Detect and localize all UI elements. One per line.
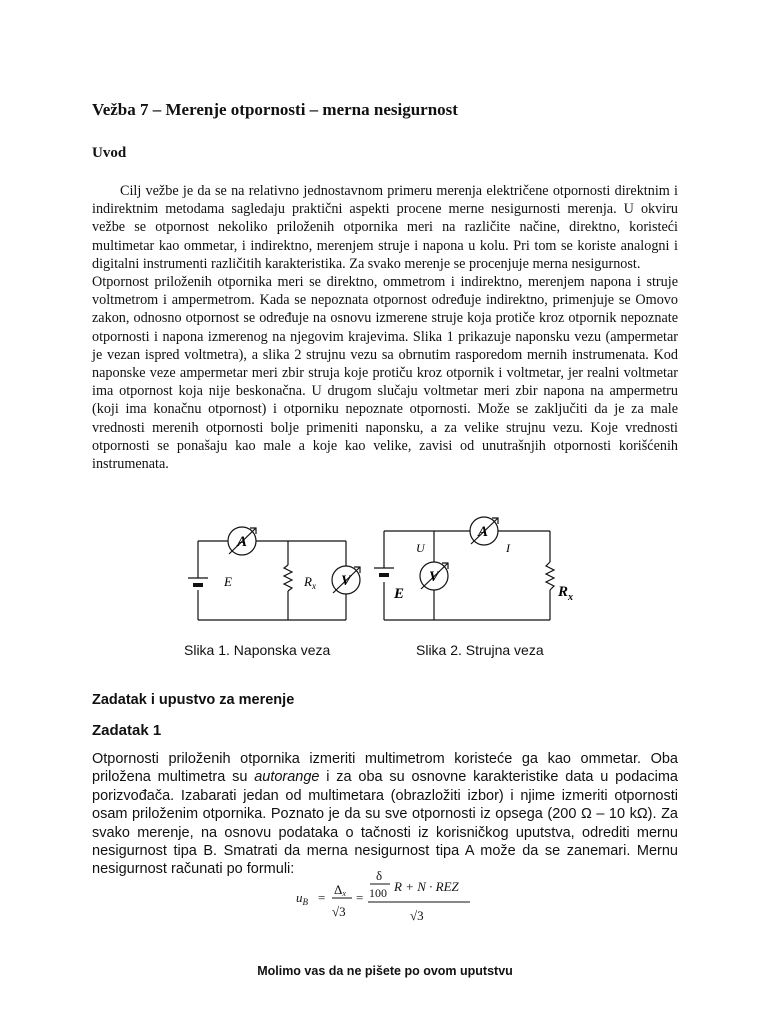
fig2-ammeter-label: A — [478, 524, 489, 540]
fig2-resistor-label: $R_x$ — [558, 584, 574, 603]
formula-svg — [292, 866, 492, 926]
fig1-voltmeter-label: V — [341, 573, 352, 589]
figure-2-circuit — [374, 517, 554, 620]
fig2-source-label: E — [394, 586, 405, 602]
figure-2-caption: Slika 2. Strujna veza — [416, 642, 544, 658]
page-title: Vežba 7 – Merenje otpornosti – merna nesigurnost — [92, 100, 458, 119]
fig1-resistor-label: $R_x$ — [304, 574, 316, 591]
intro-paragraph-2: Otpornost priloženih otpornika meri se direktno, ommetrom i indirektno, merenjem napona i struje voltmetrom i ampermetrom. Kada se nepoznata otpornost određuje indirektno, primenjuje se Omovo zakon, odnosno otpornost se određuje na osnovu izmerene struje koja protiče kroz otpornik nepoznate otpornosti i napona izmerenog na njegovim krajevima. Slika 1 prikazuje naponsku vezu (ampermetar je vezan ispred voltmetra), a slika 2 strujnu vezu sa obrnutim rasporedom mernih instrumenata. Kod naponske veze ampermetar meri zbir struja koje protiču kroz otpornik i voltmetar, jer realni voltmetar ima otpornost koja nije beskonačna. U drugom slučaju voltmetar meri zbir napona na ampermetru (koji ima konačnu otpornost) i otporniku nepoznate otpornosti. Može se zaključiti da je za male vrednosti merenih otpornosti bolje primeniti naponsku, a za velike strujnu vezu. Koje vrednosti otpornosti se ponašaju kao male a koje kao velike, zavisi od unutrašnjih otpornosti korišćenih instrumenata. — [92, 274, 678, 473]
formula-sqrt3-right: √3 — [410, 908, 424, 923]
task-1-heading: Zadatak 1 — [92, 722, 162, 739]
formula-lhs: $u_B$ — [296, 890, 308, 907]
intro-paragraph-1: Cilj vežbe je da se na relativno jednostavnom primeru merenja električene otpornosti direktnim i indirektnim metodama sagledaju praktični aspekti procene merne nesigurnosti merenja. U okviru vežbe se otpornost nekoliko priloženih otpornika meri na različite načine, direktno, koristeći multimetar kao ommetar, i indirektno, merenjem struje i napona u kolu. Pri tom se koriste analogni i digitalni instrumenti različitih karakteristika. Za svako merenje se procenjuje merna nesigurnost. — [92, 183, 678, 272]
formula-delta: Δx — [334, 882, 346, 898]
footer-note: Molimo vas da ne pišete po ovom uputstvu — [257, 964, 513, 978]
fig2-current-label: I — [506, 541, 510, 555]
fig1-source-label: E — [224, 574, 232, 589]
fig2-voltmeter-label: V — [429, 569, 440, 585]
figure-1-caption: Slika 1. Naponska veza — [184, 642, 331, 658]
circuit-diagrams-svg — [92, 510, 678, 670]
intro-text — [92, 182, 678, 473]
uncertainty-formula — [292, 866, 492, 926]
circuit-figures — [92, 510, 678, 670]
autorange-term: autorange — [254, 769, 320, 786]
formula-sqrt3-left: √3 — [332, 904, 346, 919]
formula-hundred: 100 — [369, 886, 387, 900]
formula-small-delta: δ — [376, 868, 383, 883]
formula-eq1: = — [318, 890, 326, 905]
fig1-ammeter-label: A — [237, 534, 248, 550]
fig2-voltage-label: U — [416, 541, 425, 555]
task-1-text: Otpornosti priloženih otpornika izmeriti multimetrom koristeće ga kao ommetar. Oba priložena multimetra su autorange i za oba su osnovne karakteristike data u podacima porizvođača. Izabarati jedan od multimetara (obrazložiti izbor) i njime izmeriti otpornosti osam priloženim otpornika. Poznato je da su sve otpornosti iz opsega (200 Ω – 10 kΩ). Za svako merenje, na osnovu podataka o tačnosti iz korisničkog uputstva, odrediti mernu nesigurnost tipa B. Smatrati da merna nesigurnost tipa A može da se zanemari. Mernu nesigurnost računati po formuli: — [92, 751, 678, 878]
formula-eq2: = — [356, 890, 364, 905]
formula-rest: R + N · REZ — [394, 879, 459, 894]
figure-1-circuit — [188, 527, 360, 620]
intro-heading: Uvod — [92, 145, 127, 161]
task-section-heading: Zadatak i upustvo za merenje — [92, 692, 295, 708]
